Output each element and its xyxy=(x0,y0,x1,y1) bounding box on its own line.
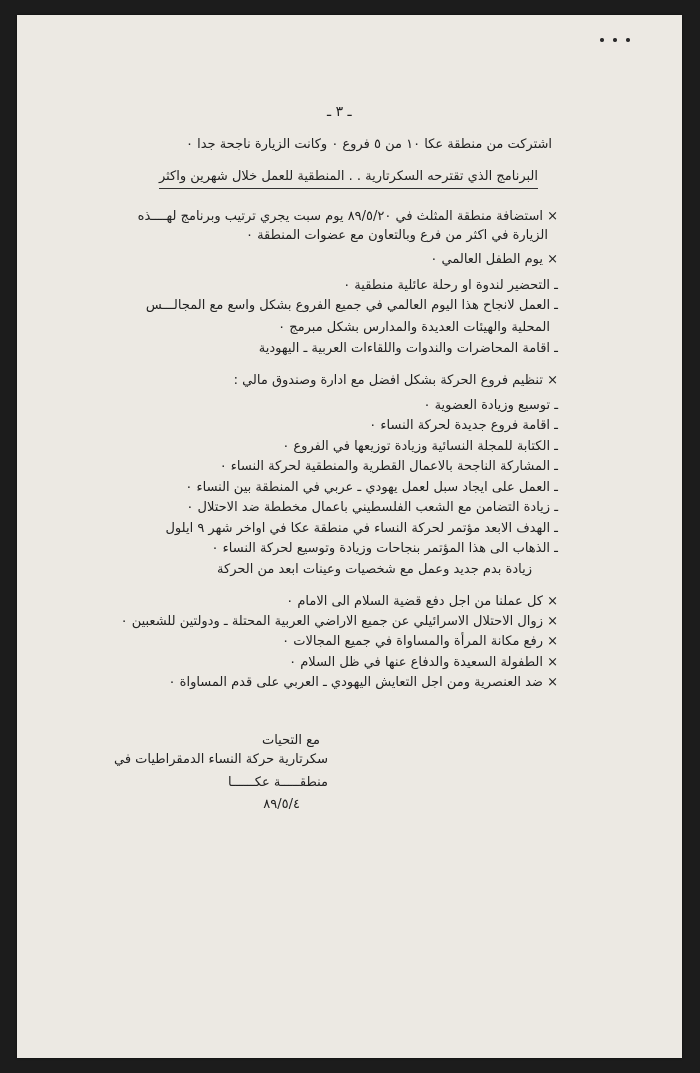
program-heading: البرنامج الذي تقترحه السكرتارية . . المنطقية للعمل خلال شهرين واكثر xyxy=(159,169,538,189)
closing-region: منطقـــــة عكــــــا xyxy=(227,775,328,790)
punch-holes xyxy=(600,38,630,42)
list-item: × زوال الاحتلال الاسرائيلي عن جميع الاراضي العربية المحتلة ـ ودولتين للشعبين ٠ xyxy=(120,614,558,629)
closing-signature: سكرتارية حركة النساء الدمقراطيات في xyxy=(114,752,328,767)
list-item: ـ اقامة فروع جديدة لحركة النساء ٠ xyxy=(369,418,558,433)
closing-greeting: مع التحيات xyxy=(261,733,320,748)
list-item: ـ المشاركة الناجحة بالاعمال القطرية والمنطقية لحركة النساء ٠ xyxy=(219,459,558,474)
list-item: ـ الهدف الابعد مؤتمر لحركة النساء في منطقة عكا في اواخر شهر ٩ ايلول xyxy=(165,521,558,536)
punch-hole xyxy=(600,38,604,42)
list-item: زيادة بدم جديد وعمل مع شخصيات وعينات ابعد من الحركة xyxy=(217,562,532,577)
closing-date: ٨٩/٥/٤ xyxy=(263,797,300,812)
punch-hole xyxy=(626,38,630,42)
list-item: ـ العمل على ايجاد سبل لعمل يهودي ـ عربي في المنطقة بين النساء ٠ xyxy=(185,480,558,495)
list-item: الزيارة في اكثر من فرع وبالتعاون مع عضوات المنطقة ٠ xyxy=(245,228,548,243)
list-item: ـ اقامة المحاضرات والندوات واللقاءات العربية ـ اليهودية xyxy=(258,341,558,356)
punch-hole xyxy=(613,38,617,42)
section-title: × تنظيم فروع الحركة بشكل افضل مع ادارة وصندوق مالي : xyxy=(233,373,558,388)
section-title: × يوم الطفل العالمي ٠ xyxy=(430,252,558,267)
list-item: × رفع مكانة المرأة والمساواة في جميع المجالات ٠ xyxy=(282,634,558,649)
list-item: ـ الذهاب الى هذا المؤتمر بنجاحات وزيادة وتوسيع لحركة النساء ٠ xyxy=(211,541,558,556)
list-item: × استضافة منطقة المثلث في ٨٩/٥/٢٠ يوم سبت يجري ترتيب وبرنامج لهــــذه xyxy=(137,209,558,224)
intro-line: اشتركت من منطقة عكا ١٠ من ٥ فروع ٠ وكانت الزيارة ناجحة جدا ٠ xyxy=(185,137,552,152)
list-item: ـ التحضير لندوة او رحلة عائلية منطقية ٠ xyxy=(343,278,558,293)
page-number: ـ ٣ ـ xyxy=(327,104,352,120)
list-item: ـ الكتابة للمجلة النسائية وزيادة توزيعها في الفروع ٠ xyxy=(282,439,558,454)
list-item: ـ توسيع وزيادة العضوية ٠ xyxy=(423,398,558,413)
list-item: × الطفولة السعيدة والدفاع عنها في ظل السلام ٠ xyxy=(289,655,558,670)
list-item: × كل عملنا من اجل دفع قضية السلام الى الامام ٠ xyxy=(286,594,558,609)
list-item: ـ العمل لانجاح هذا اليوم العالمي في جميع الفروع بشكل واسع مع المجالـــس xyxy=(145,298,558,313)
list-item: المحلية والهيئات العديدة والمدارس بشكل مبرمج ٠ xyxy=(278,320,550,335)
list-item: × ضد العنصرية ومن اجل التعايش اليهودي ـ العربي على قدم المساواة ٠ xyxy=(168,675,558,690)
list-item: ـ زيادة التضامن مع الشعب الفلسطيني باعمال مخططة ضد الاحتلال ٠ xyxy=(186,500,558,515)
